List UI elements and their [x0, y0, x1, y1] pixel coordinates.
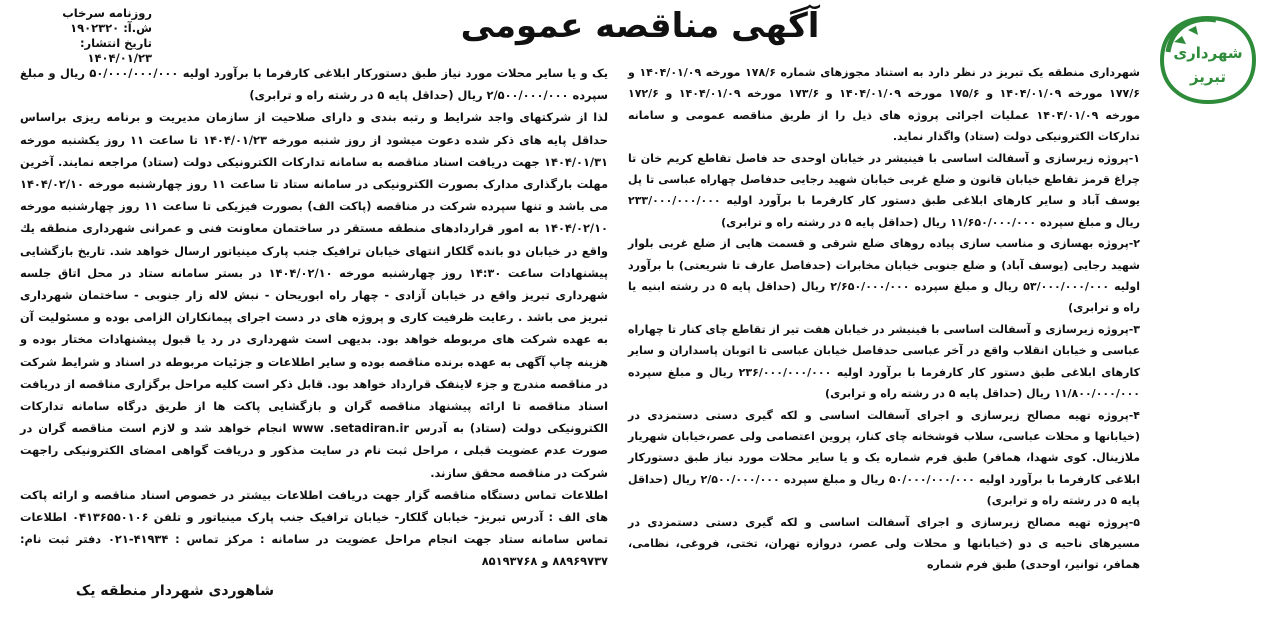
- page-title: آگهی مناقصه عمومی: [460, 6, 820, 46]
- issue-number: ش.آ: ۱۹۰۲۳۲۰: [70, 21, 152, 35]
- project-2: ۲-پروژه بهسازی و مناسب سازی پیاده روهای ضلع شرقی و قسمت هایی از ضلع غربی بلوار شهید رجایی (یوسف آباد) و ضلع جنوبی خیابان مخابرات (حدفاصل عارف تا شریعتی) با برآورد اولیه ۵۳/۰۰۰/۰۰۰/۰۰۰ ریال و مبلغ سپرده ۲/۶۵۰/۰۰۰/۰۰۰ ریال (حداقل پایه ۵ در رشته ابنیه یا راه و ترابری): [628, 237, 1140, 315]
- intro-paragraph: شهرداری منطقه یک تبریز در نظر دارد به استناد مجوزهای شماره ۱۷۸/۶ مورخه ۱۴۰۴/۰۱/۰۹ و ۱۷۷/۶ مورخه ۱۴۰۴/۰۱/۰۹ و ۱۷۵/۶ مورخه ۱۴۰۴/۰۱/۰۹ و ۱۷۳/۶ مورخه ۱۴۰۴/۰۱/۰۹ و ۱۷۲/۶ مورخه ۱۴۰۴/۰۱/۰۹ عملیات اجرائی پروژه های ذیل را از طریق مناقصه عمومی و سامانه تدارکات الکترونیکی دولت (ستاد) واگذار نماید.: [628, 66, 1141, 144]
- left-column: [20, 62, 608, 573]
- logo-text-top: شهرداری: [1173, 44, 1243, 62]
- project-5: ۵-پروژه تهیه مصالح زیرسازی و اجرای آسفالت اساسی و لکه گیری دستی دستمزدی در مسیرهای ناحیه ی دو (خیابانها و محلات ولی عصر، دروازه تهران، تختی، فروغی، نظامی، همافر، توانیر، اوحدی) طبق فرم شماره: [628, 515, 1140, 572]
- logo-text-bottom: تبریز: [1189, 68, 1227, 86]
- right-column: [628, 62, 1140, 576]
- tender-conditions: لذا از شرکتهای واجد شرایط و رتبه بندی و دارای صلاحیت از سازمان مدیریت و برنامه ریزی براساس حداقل پایه های ذکر شده دعوت میشود از روز شنبه مورخه ۱۴۰۴/۰۱/۲۳ تا ساعت ۱۱ روز یکشنبه مورخه ۱۴۰۴/۰۱/۳۱ جهت دریافت اسناد مناقصه به سامانه تدارکات الکترونیکی دولت (ستاد) مراجعه نمایند. آخرین مهلت بارگذاری مدارک بصورت الکترونیکی در سامانه ستاد تا ساعت ۱۱ روز چهارشنبه مورخه ۱۴۰۴/۰۲/۱۰ می باشد و تنها سپرده شرکت در مناقصه (پاکت الف) بصورت فیزیکی تا ساعت ۱۱ روز چهارشنبه مورخه ۱۴۰۴/۰۲/۱۰ به امور قراردادهای منطقه مستقر در ساختمان معاونت فنی و عمرانی شهرداری منطقه یك واقع در خیابان دو بانده گلکار انتهای خیابان ترافیک جنب پارک مینیاتور ارسال خواهد شد. تاریخ بازگشایی پیشنهادات ساعت ۱۴:۳۰ روز چهارشنبه مورخه ۱۴۰۴/۰۲/۱۰ در بستر سامانه ستاد در محل اتاق جلسه شهرداری تبریز واقع در خیابان آزادی - چهار راه ابوریحان - نبش لاله زار جنوبی - ساختمان شهرداری تبریز می باشد . رعایت ظرفیت کاری و پروژه های در دست اجرای پیمانکاران الزامی بوده و مسئولیت آن به عهده شرکت های مربوطه خواهد بود. بدیهی است شهرداری در رد یا قبول پیشنهادات مختار بوده و هزینه چاپ آگهی به عهده برنده مناقصه بوده و سایر اطلاعات و جزئیات مربوطه در اسناد و شرایط شرکت در مناقصه مندرج و جزء لاینفک قرارداد خواهد بود. قابل ذکر است کلیه مراحل برگزاری مناقصه از دریافت اسناد مناقصه تا ارائه پیشنهاد مناقصه گران و بازگشایی پاکت ها از طریق درگاه سامانه تدارکات الکترونیکی دولت (ستاد) به آدرس www .setadiran.ir انجام خواهد شد و لازم است مناقصه گران در صورت عدم عضویت قبلی ، مراحل ثبت نام در سایت مذکور و دریافت گواهی امضای الکترونیکی راجهت شرکت در مناقصه محقق سازند.: [20, 110, 608, 480]
- signature: شاهوردی شهردار منطقه یک: [75, 583, 275, 599]
- publish-date: تاریخ انتشار: ۱۴۰۴/۰۱/۲۳: [79, 36, 152, 65]
- newspaper-name: روزنامه سرخاب: [62, 6, 152, 20]
- contact-info: اطلاعات تماس دستگاه مناقصه گزار جهت دریافت اطلاعات بیشتر در خصوص اسناد مناقصه و ارائه پاکت های الف : آدرس تبریز- خیابان گلکار- خیابان ترافیک جنب پارک مینیاتور و تلفن ۰۴۱۳۶۵۵۰۱۰۶ اطلاعات تماس سامانه ستاد جهت انجام مراحل عضویت در سامانه : مرکز تماس : ۴۱۹۳۴-۰۲۱ دفتر ثبت نام: ۸۸۹۶۹۷۳۷ و ۸۵۱۹۳۷۶۸: [20, 487, 608, 569]
- project-1: ۱-پروژه زیرسازی و آسفالت اساسی با فینیشر در خیابان اوحدی حد فاصل تقاطع کریم خان تا چراغ قرمز تقاطع خیابان قانون و ضلع غربی خیابان شهید رجایی حدفاصل چهاراه عباسی تا پل یوسف آباد و سایر کارهای ابلاغی طبق دستور کار کارفرما با برآورد اولیه ۲۳۳/۰۰۰/۰۰۰/۰۰۰ ریال و مبلغ سپرده ۱۱/۶۵۰/۰۰۰/۰۰۰ ریال (حداقل پایه ۵ در رشته راه و ترابری): [628, 151, 1140, 229]
- project-4: ۴-پروژه تهیه مصالح زیرسازی و اجرای آسفالت اساسی و لکه گیری دستی دستمزدی در (خیابانها و محلات عباسی، سلاب قوشخانه چای کنار، پروین اعتصامی ولی عصر،خیابان شهریار ملازینال. کوی شهدا، همافر) طبق فرم شماره یک و یا سایر محلات مورد نیاز طبق دستورکار ابلاغی کارفرما با برآورد اولیه ۵۰/۰۰۰/۰۰۰/۰۰۰ ریال و مبلغ سپرده ۲/۵۰۰/۰۰۰/۰۰۰ ریال (حداقل پایه ۵ در رشته راه و ترابری): [628, 408, 1141, 508]
- project-3: ۳-پروژه زیرسازی و آسفالت اساسی با فینیشر در خیابان هفت تیر از تقاطع چای کنار تا چهاراه عباسی و خیابان انقلاب واقع در آخر عباسی حدفاصل خیابان عباسی تا اتوبان پاسداران و سایر کارهای ابلاغی طبق دستور کار کارفرما با برآورد اولیه ۲۳۶/۰۰۰/۰۰۰/۰۰۰ ریال و مبلغ سپرده ۱۱/۸۰۰/۰۰۰/۰۰۰ ریال (حداقل پایه ۵ در رشته راه و ترابری): [628, 322, 1140, 401]
- tabriz-municipality-logo: [1154, 12, 1262, 108]
- newspaper-info: [12, 6, 152, 66]
- project-5-continued: یک و یا سایر محلات مورد نیاز طبق دستورکار ابلاغی کارفرما با برآورد اولیه ۵۰/۰۰۰/۰۰۰/۰۰۰ ریال و مبلغ سپرده ۲/۵۰۰/۰۰۰/۰۰۰ ریال (حداقل پایه ۵ در رشته راه و ترابری): [20, 66, 608, 103]
